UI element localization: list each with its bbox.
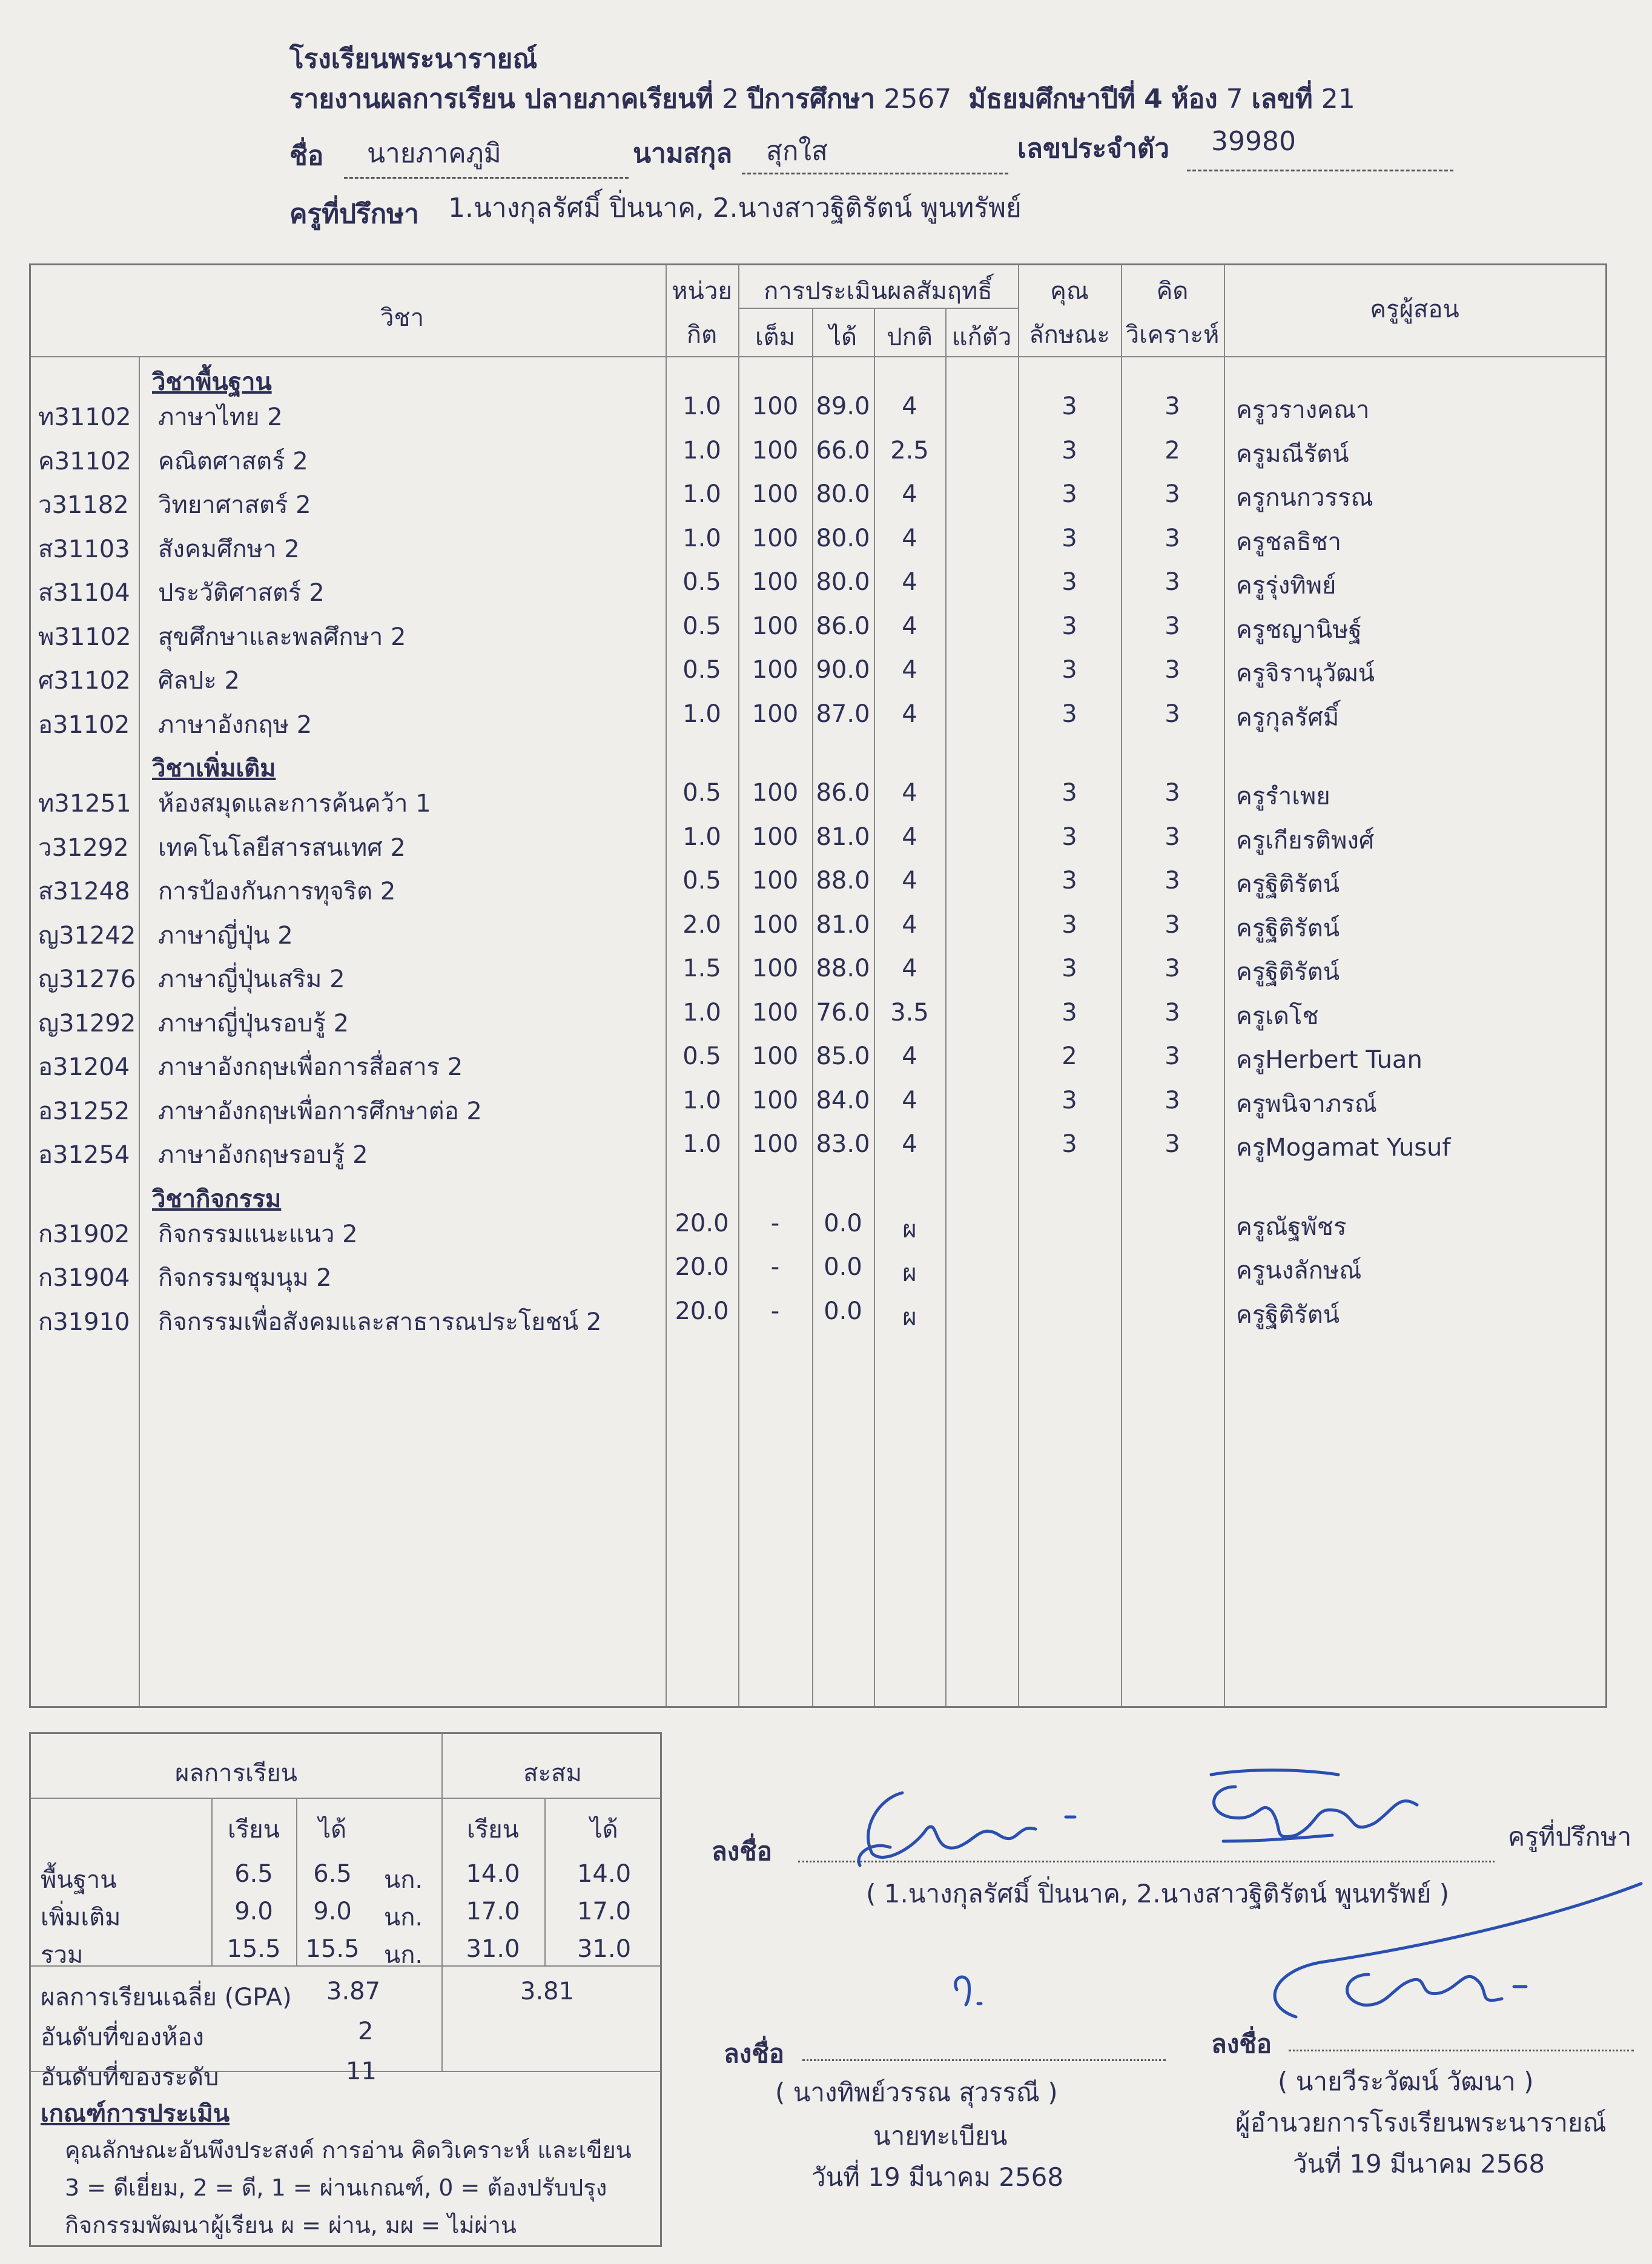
credit-value: 1.0 [682,436,721,465]
characteristic-score: 3 [1062,700,1077,728]
teacher-name: ครูชญานิษฐ์ [1236,615,1362,644]
grade-value: 4 [902,1086,917,1114]
header-think-2: วิเคราะห์ [1125,321,1220,349]
subject-code: ก31904 [38,1264,130,1292]
score-value: 80.0 [816,524,870,552]
full-score: 100 [752,392,799,420]
subject-code: ท31102 [38,403,131,431]
grade-value: ผ [902,1303,917,1331]
full-score: 100 [752,700,799,728]
section-heading: วิชากิจกรรม [152,1185,282,1213]
student-surname: สุกใส [766,136,828,167]
accumulated-header: สะสม [523,1759,582,1787]
number-value: 21 [1321,84,1355,114]
header-bottom-line [31,356,1605,357]
characteristic-score: 3 [1062,910,1077,939]
analysis-score: 3 [1165,1130,1180,1158]
full-score: 100 [752,1086,799,1114]
characteristic-score: 3 [1062,524,1077,552]
analysis-score: 3 [1165,568,1180,596]
subject-code: อ31204 [38,1053,130,1081]
header-normal: ปกติ [887,323,933,351]
score-value: 80.0 [816,480,870,508]
full-score: 100 [752,436,799,465]
room-label: ห้อง [1171,84,1218,114]
summary-unit: นก. [383,1941,423,1969]
grade-value: 4 [1144,84,1163,114]
characteristic-score: 3 [1062,436,1077,465]
subject-name: ภาษาไทย 2 [158,403,283,431]
header-assessment: การประเมินผลสัมฤทธิ์ [764,277,993,305]
score-value: 83.0 [816,1130,870,1158]
advisor-sign-names: ( 1.นางกุลรัศมิ์ ปิ่นนาค, 2.นางสาวฐิติรัตน์ พูนทรัพย์ ) [866,1879,1450,1908]
criteria-line-2: 3 = ดีเยี่ยม, 2 = ดี, 1 = ผ่านเกณฑ์, 0 = ต้องปรับปรุง [65,2174,607,2201]
name-label: ชื่อ [289,141,324,171]
summary-row-label: เพิ่มเติม [41,1904,121,1931]
criteria-line-3: กิจกรรมพัฒนาผู้เรียน ผ = ผ่าน, มผ = ไม่ผ่าน [65,2212,517,2239]
summary-unit: นก. [383,1866,423,1894]
characteristic-score: 3 [1062,955,1077,982]
room-value: 7 [1226,84,1243,114]
subject-code: ส31248 [38,878,130,905]
summary-line [31,1798,660,1799]
grades-table [29,263,1607,1708]
subject-code: อ31102 [38,710,130,739]
credit-value: 20.0 [675,1253,729,1281]
analysis-score: 3 [1165,480,1180,508]
credit-value: 1.0 [682,823,721,851]
score-value: 0.0 [824,1209,862,1237]
registrar-initial [956,1977,981,2005]
full-score: 100 [752,910,799,939]
student-id-value: 39980 [1211,126,1296,157]
grade-value: 4 [902,779,917,807]
subject-code: ส31104 [38,579,130,607]
teacher-name: ครูกนกวรรณ [1236,484,1373,512]
characteristic-score: 3 [1062,568,1077,596]
header-char-1: คุณ [1050,277,1089,305]
subject-code: ก31902 [38,1220,130,1248]
credit-value: 0.5 [682,779,721,807]
school-name: โรงเรียนพระนารายณ์ [289,44,538,74]
grade-value: 2.5 [890,436,929,465]
full-score: 100 [752,1130,799,1158]
summary-acc-studied: 14.0 [466,1860,520,1888]
full-score: 100 [752,524,799,552]
analysis-score: 3 [1165,823,1180,851]
analysis-score: 3 [1165,998,1180,1027]
analysis-score: 3 [1165,1042,1180,1070]
summary-acc-earned: 31.0 [577,1935,632,1963]
grade-value: 4 [902,392,917,420]
score-value: 88.0 [816,867,870,895]
subject-code: ว31182 [38,491,129,519]
subject-code: ญ31276 [38,965,136,993]
analysis-score: 3 [1165,612,1180,640]
report-title: รายงานผลการเรียน ปลายภาคเรียนที่ [289,84,714,114]
score-value: 89.0 [816,392,870,420]
teacher-name: ครูฐิติรัตน์ [1236,870,1340,898]
score-value: 85.0 [816,1042,870,1070]
full-score: 100 [752,612,799,640]
surname-label: นามสกุล [633,138,733,169]
subject-name: ภาษาอังกฤษ 2 [158,710,312,739]
grade-value: 4 [902,1042,917,1070]
credit-value: 0.5 [682,867,721,895]
summary-acc-earned: 17.0 [577,1898,632,1925]
teacher-name: ครูวรางคณา [1236,396,1370,424]
characteristic-score: 3 [1062,1130,1077,1158]
subject-name: เทคโนโลยีสารสนเทศ 2 [158,833,406,862]
teacher-name: ครูHerbert Tuan [1236,1046,1422,1074]
teacher-name: ครูกุลรัศมิ์ [1236,703,1340,732]
header-subject: วิชา [380,304,425,332]
subject-code: อ31252 [38,1097,130,1125]
director-signature [1275,1884,1641,2017]
director-name: ( นายวีระวัฒน์ วัฒนา ) [1278,2067,1534,2096]
score-value: 0.0 [824,1297,862,1325]
summary-studied: 6.5 [234,1860,273,1888]
summary-studied: 15.5 [226,1935,281,1963]
full-score: 100 [752,1042,799,1070]
credit-value: 1.0 [682,1130,721,1158]
full-score: - [770,1253,780,1281]
subject-name: ภาษาญี่ปุ่น 2 [158,921,293,950]
summary-studied: 9.0 [234,1898,273,1925]
characteristic-score: 3 [1062,656,1077,684]
credit-value: 0.5 [682,568,721,596]
analysis-score: 3 [1165,656,1180,684]
analysis-score: 3 [1165,1086,1180,1114]
characteristic-score: 3 [1062,998,1077,1027]
subject-name: กิจกรรมแนะแนว 2 [158,1220,358,1248]
summary-line [31,1965,660,1967]
grade-label: มัธยมศึกษาปีที่ [968,84,1136,114]
summary-acc-studied: 31.0 [466,1935,520,1963]
characteristic-score: 3 [1062,612,1077,640]
room-rank-label: อันดับที่ของห้อง [41,2024,204,2051]
advisor-signature-2 [1211,1770,1417,1842]
credit-value: 1.0 [682,700,721,728]
score-value: 66.0 [816,436,870,465]
section-heading: วิชาเพิ่มเติม [152,755,276,783]
grade-value: 3.5 [890,998,929,1027]
characteristic-score: 3 [1062,779,1077,807]
summary-earned: 15.5 [305,1935,360,1963]
subject-name: สุขศึกษาและพลศึกษา 2 [158,623,406,651]
subject-name: ศิลปะ 2 [158,667,240,695]
subject-code: ศ31102 [38,667,131,695]
earned-header: ได้ [318,1816,347,1844]
grade-value: 4 [902,524,917,552]
year-label: ปีการศึกษา [747,84,876,114]
advisor-names: 1.นางกุลรัศมิ์ ปิ่นนาค, 2.นางสาวฐิติรัตน์ พูนทรัพย์ [448,193,1022,223]
grade-value: ผ [902,1259,917,1287]
results-header: ผลการเรียน [174,1759,298,1787]
header-full: เต็ม [755,323,795,351]
teacher-name: ครูณัฐพัชร [1236,1213,1347,1241]
subject-code: ส31103 [38,535,130,563]
teacher-name: ครูรุ่งทิพย์ [1236,572,1336,600]
registrar-role: นายทะเบียน [873,2121,1008,2151]
credit-value: 0.5 [682,612,721,640]
full-score: 100 [752,480,799,508]
subject-name: การป้องกันการทุจริต 2 [158,878,396,905]
teacher-name: ครูพนิจาภรณ์ [1236,1090,1377,1118]
subject-name: ภาษาญี่ปุ่นรอบรู้ 2 [158,1009,349,1038]
col-divider [945,308,947,1706]
grade-value: 4 [902,867,917,895]
advisor-sign-label: ลงชื่อ [712,1836,772,1866]
grade-value: 4 [902,823,917,851]
header-think-1: คิด [1156,277,1189,305]
grade-value: 4 [902,656,917,684]
advisor-signature-1 [859,1793,1075,1865]
header-char-2: ลักษณะ [1029,321,1110,349]
full-score: - [770,1297,780,1325]
teacher-name: ครูฐิติรัตน์ [1236,958,1340,986]
teacher-name: ครูเกียรติพงศ์ [1236,826,1375,855]
registrar-sign-label: ลงชื่อ [724,2039,784,2068]
registrar-date: วันที่ 19 มีนาคม 2568 [811,2162,1064,2192]
credit-value: 0.5 [682,1042,721,1070]
subject-name: สังคมศึกษา 2 [158,535,300,563]
gpa-value: 3.87 [326,1978,381,2005]
full-score: 100 [752,998,799,1027]
score-value: 80.0 [816,568,870,596]
criteria-title: เกณฑ์การประเมิน [41,2100,230,2128]
summary-row-label: รวม [41,1941,84,1969]
teacher-name: ครูฐิติรัตน์ [1236,1300,1340,1329]
analysis-score: 3 [1165,524,1180,552]
teacher-name: ครูนงลักษณ์ [1236,1257,1362,1285]
criteria-line-1: คุณลักษณะอันพึงประสงค์ การอ่าน คิดวิเคราะห์ และเขียน [65,2137,632,2163]
subject-name: ประวัติศาสตร์ 2 [158,579,325,607]
subject-name: ภาษาอังกฤษรอบรู้ 2 [158,1141,368,1169]
subject-code: พ31102 [38,623,131,651]
credit-value: 20.0 [675,1209,729,1237]
name-dotted-line [344,177,629,179]
credit-value: 1.0 [682,1086,721,1114]
semester-value: 2 [722,84,739,114]
summary-unit: นก. [383,1904,423,1931]
analysis-score: 3 [1165,867,1180,895]
characteristic-score: 3 [1062,1086,1077,1114]
full-score: 100 [752,955,799,982]
subject-code: ว31292 [38,833,129,862]
analysis-score: 3 [1165,910,1180,939]
subject-name: ห้องสมุดและการค้นคว้า 1 [158,790,431,818]
analysis-score: 3 [1165,955,1180,982]
grade-value: 4 [902,480,917,508]
credit-value: 1.0 [682,392,721,420]
subject-code: ท31251 [38,790,131,818]
credit-value: 1.5 [682,955,721,982]
col-divider [139,357,140,1706]
analysis-score: 3 [1165,700,1180,728]
level-rank-value: 11 [346,2057,377,2085]
characteristic-score: 2 [1062,1042,1077,1070]
subject-name: ภาษาอังกฤษเพื่อการสื่อสาร 2 [158,1053,463,1081]
director-sign-label: ลงชื่อ [1211,2029,1272,2059]
gpa-accumulated: 3.81 [520,1978,575,2005]
summary-acc-studied: 17.0 [466,1898,520,1925]
full-score: 100 [752,867,799,895]
score-value: 0.0 [824,1253,862,1281]
teacher-name: ครูชลธิชา [1236,528,1341,556]
advisor-role: ครูที่ปรึกษา [1508,1822,1632,1852]
header-teacher: ครูผู้สอน [1370,296,1459,323]
subject-code: ญ31292 [38,1009,136,1038]
summary-acc-earned: 14.0 [577,1860,632,1888]
summary-earned: 6.5 [313,1860,352,1888]
score-value: 84.0 [816,1086,870,1114]
characteristic-score: 3 [1062,392,1077,420]
characteristic-score: 3 [1062,823,1077,851]
full-score: 100 [752,779,799,807]
director-role: ผู้อำนวยการโรงเรียนพระนารายณ์ [1235,2108,1607,2137]
year-value: 2567 [884,84,952,114]
characteristic-score: 3 [1062,867,1077,895]
col-divider [1224,265,1225,1706]
summary-divider [441,1965,443,2071]
teacher-name: ครูเดโช [1236,1002,1319,1030]
gpa-label: ผลการเรียนเฉลี่ย (GPA) [41,1984,292,2011]
ink-signatures [836,1763,1647,2102]
summary-earned: 9.0 [313,1898,352,1925]
subject-name: กิจกรรมชุมนุม 2 [158,1264,332,1292]
analysis-score: 3 [1165,779,1180,807]
full-score: - [770,1209,780,1237]
header-credit-1: หน่วย [672,277,732,305]
grade-value: 4 [902,1130,917,1158]
score-value: 81.0 [816,910,870,939]
surname-dotted-line [742,173,1008,174]
acc-studied-header: เรียน [467,1816,519,1844]
grade-value: 4 [902,910,917,939]
credit-value: 0.5 [682,656,721,684]
studied-header: เรียน [228,1816,280,1844]
summary-box [29,1732,662,2247]
subject-name: ภาษาญี่ปุ่นเสริม 2 [158,965,345,993]
credit-value: 2.0 [682,910,721,939]
director-date: วันที่ 19 มีนาคม 2568 [1293,2149,1545,2179]
score-value: 86.0 [816,779,870,807]
id-dotted-line [1187,170,1453,171]
subject-code: ก31910 [38,1308,130,1336]
full-score: 100 [752,568,799,596]
teacher-name: ครูฐิติรัตน์ [1236,914,1340,942]
room-rank-value: 2 [358,2017,374,2045]
registrar-name: ( นางทิพย์วรรณ สุวรรณี ) [775,2077,1058,2107]
advisor-label: ครูที่ปรึกษา [289,199,419,230]
score-value: 88.0 [816,955,870,982]
acc-earned-header: ได้ [590,1816,618,1844]
subject-code: ค31102 [38,447,132,475]
teacher-name: ครูมณีรัตน์ [1236,440,1349,468]
student-first-name: นายภาคภูมิ [367,138,501,169]
score-value: 90.0 [816,656,870,684]
header-got: ได้ [828,323,857,351]
report-title-line [289,78,1355,120]
analysis-score: 3 [1165,392,1180,420]
grade-value: ผ [902,1215,917,1243]
student-id-label: เลขประจำตัว [1017,133,1170,164]
teacher-name: ครูรำเพย [1236,783,1330,810]
credit-value: 1.0 [682,480,721,508]
summary-row-label: พื้นฐาน [41,1866,117,1894]
subject-name: คณิตศาสตร์ 2 [158,447,308,475]
subject-name: วิทยาศาสตร์ 2 [158,491,311,519]
subject-name: กิจกรรมเพื่อสังคมและสาธารณประโยชน์ 2 [158,1308,602,1336]
score-value: 81.0 [816,823,870,851]
subject-code: ญ31242 [38,921,136,950]
full-score: 100 [752,823,799,851]
credit-value: 1.0 [682,998,721,1027]
number-label: เลขที่ [1251,84,1313,114]
teacher-name: ครูMogamat Yusuf [1236,1134,1451,1162]
subject-name: ภาษาอังกฤษเพื่อการศึกษาต่อ 2 [158,1097,482,1125]
analysis-score: 2 [1165,436,1180,465]
grade-value: 4 [902,568,917,596]
score-value: 86.0 [816,612,870,640]
teacher-name: ครูจิรานุวัฒน์ [1236,660,1375,687]
level-rank-label: อันดับที่ของระดับ [41,2064,219,2091]
grade-value: 4 [902,612,917,640]
grade-value: 4 [902,700,917,728]
section-heading: วิชาพื้นฐาน [152,368,272,396]
header-credit-2: กิต [686,321,718,349]
score-value: 87.0 [816,700,870,728]
grade-value: 4 [902,955,917,982]
characteristic-score: 3 [1062,480,1077,508]
subject-code: อ31254 [38,1141,130,1169]
credit-value: 1.0 [682,524,721,552]
score-value: 76.0 [816,998,870,1027]
credit-value: 20.0 [675,1297,729,1325]
full-score: 100 [752,656,799,684]
header-fix: แก้ตัว [951,323,1012,351]
